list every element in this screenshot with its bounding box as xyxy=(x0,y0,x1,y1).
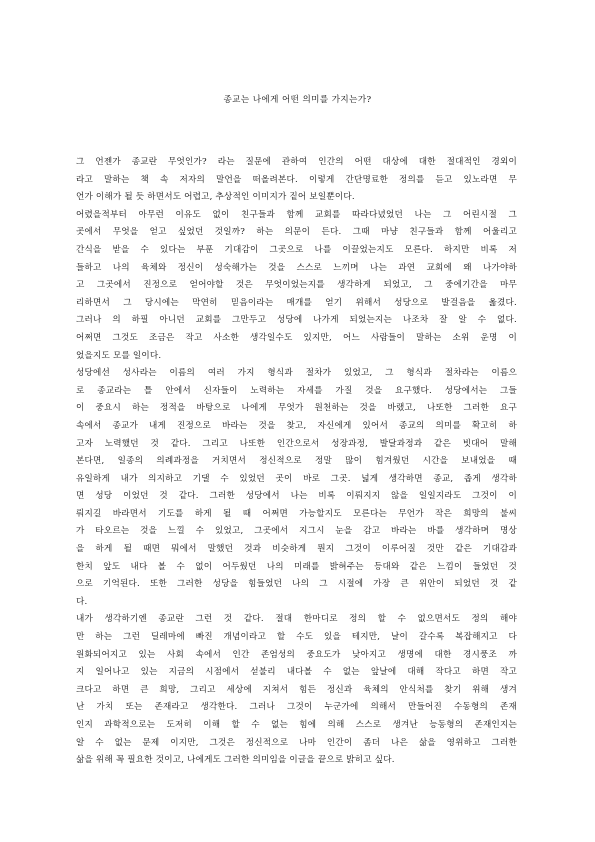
text-line: 뤄지길 바라면서 기도를 하게 될 때 어쩌면 가능할지도 모른다는 무언가 작은 희망의 불씨 xyxy=(76,508,517,519)
text-line: 들하고 나의 육체와 정신이 성숙해가는 것을 스스로 느끼며 나는 과연 교회에 왜 나가야하 xyxy=(76,262,517,273)
text-line: 간식을 받을 수 있다는 부푼 기대감이 그곳으로 나를 이끌었는지도 모른다. 하지만 비록 저 xyxy=(76,244,517,255)
text-line: 알 수 없는 문제 이지만, 그것은 정신적으로 나마 인간이 좀더 나은 삶을 영위하고 그러한 xyxy=(76,737,517,748)
text-line: 언가 이해가 될 듯 하면서도 어렵고, 추상적인 이미지가 짙어 보일뿐이다. xyxy=(76,192,355,203)
text-line: 가 타오르는 것을 느낄 수 있었고, 그곳에서 지그시 눈을 감고 바라는 바를 생각하며 명상 xyxy=(76,526,517,537)
text-line: 원화되어지고 있는 사회 속에서 인간 존엄성의 중요도가 낮아지고 생명에 대한 경시풍조 까 xyxy=(76,649,517,660)
paragraph-3 xyxy=(76,365,517,611)
paragraph-2 xyxy=(76,207,517,365)
text-line: 이 중요시 하는 정적을 바탕으로 나에게 무엇가 원천하는 것을 바랬고, 나또한 그러한 요구 xyxy=(76,403,517,414)
text-line: 고자 노력했던 것 같다. 그리고 나또한 인간으로서 성장과정, 발달과정과 같은 빗대어 말해 xyxy=(76,438,517,449)
text-line: 면 성당 이었던 것 같다. 그러한 성당에서 나는 비록 이뤄지지 않을 일일지라도 그것이 이 xyxy=(76,491,517,502)
text-line: 그 언젠가 종교란 무엇인가? 라는 질문에 관하여 인간의 어떤 대상에 대한 절대적인 경외이 xyxy=(76,157,517,167)
text-line: 삶을 위해 꼭 필요한 것이고, 나에게도 그러한 의미임을 이글을 끝으로 밝히고 싶다. xyxy=(76,755,395,766)
text-line: 라고 말하는 책 속 저자의 말언을 떠올려본다. 이렇게 간단명료한 정의를 듣고 있노라면 무 xyxy=(76,174,517,185)
text-line: 어쩌면 그것도 조금은 작고 사소한 생각일수도 있지만, 어느 사람들이 말하는 소위 운명 이 xyxy=(76,332,517,343)
text-line: 인지 과학적으로는 도저히 이해 할 수 없는 힘에 의해 스스로 생겨난 능동형의 존재인지는 xyxy=(76,720,517,730)
text-line: 한치 앞도 내다 볼 수 없이 어두웠던 나의 미래를 밝혀주는 등대와 같은 느낌이 들었던 것 xyxy=(76,561,517,572)
text-line: 곳에서 무엇을 얻고 싶었던 것일까? 하는 의문이 든다. 그때 마냥 친구들과 함께 어울리고 xyxy=(76,227,517,238)
paragraph-4 xyxy=(76,611,517,769)
paragraph-1 xyxy=(76,154,517,207)
text-line: 지 일어나고 있는 지금의 시점에서 섣불리 내다볼 수 없는 앞날에 대해 작다고 하면 작고 xyxy=(76,667,517,678)
document-body xyxy=(76,154,517,770)
text-line: 유일하게 내가 의지하고 기댈 수 있었던 곳이 바로 그곳. 넓게 생각하면 종교, 좁게 생각하 xyxy=(76,473,517,484)
text-line: 내가 생각하기엔 종교란 그런 것 같다. 절대 한마디로 정의 할 수 없으면서도 정의 해야 xyxy=(76,614,517,625)
document-title: 종교는 나에게 어떤 의미를 가지는가? xyxy=(223,95,372,105)
text-line: 고 그곳에서 진정으로 얻어야할 것은 무엇이었는지를 생각하게 되었고, 그 중에기간을 마무 xyxy=(76,280,517,291)
text-line: 난 가치 또는 존재라고 생각한다. 그러나 그것이 누군가에 의해서 만들어진 수동형의 존재 xyxy=(76,702,517,713)
text-line: 리하면서 그 당시에는 막연히 믿음이라는 매개를 얻기 위해서 성당으로 발걸음을 옮겼다. xyxy=(76,297,517,308)
text-line: 그러나 의 하필 아니던 교회를 그만두고 성당에 나가게 되었는지는 나조차 잘 알 수 없다. xyxy=(76,315,517,326)
text-line: 으로 기억된다. 또한 그러한 성당을 힘들었던 나의 그 시절에 가장 큰 위안이 되었던 것 같 xyxy=(76,579,517,590)
text-line: 속에서 종교가 내게 진정으로 바라는 것을 찾고, 자신에게 있어서 종교의 의미를 확고히 하 xyxy=(76,420,517,431)
text-line: 어렸을적부터 아무런 이유도 없이 친구들과 함께 교회를 따라다녔었던 나는 그 어린시절 그 xyxy=(76,209,517,220)
text-line: 크다고 하면 큰 희망, 그리고 세상에 지쳐서 힘든 정신과 육체의 안식처를 찾기 위해 생겨 xyxy=(76,684,517,695)
text-line: 을 하게 될 때면 뭐에서 말했던 것과 비슷하게 뭔지 그것이 이루어질 것만 같은 기대감과 xyxy=(76,544,517,555)
text-line: 로 종교라는 틀 안에서 신자들이 노력하는 자세를 가질 것을 요구했다. 성당에서는 그들 xyxy=(76,385,517,396)
text-line: 성당에선 성사라는 이름의 여러 가지 형식과 절차가 있었고, 그 형식과 절차라는 이름으 xyxy=(76,368,517,379)
text-line: 만 하는 그런 딜레마에 빠진 개념이라고 할 수도 있을 테지만, 날이 갈수록 복잡해지고 다 xyxy=(76,632,517,643)
text-line: 었을지도 모를 일이다. xyxy=(76,350,162,361)
text-line: 본다면, 일종의 의례과정을 거치면서 정신적으로 정말 많이 힘겨웠던 시간을 보내었을 때 xyxy=(76,456,517,467)
text-line: 다. xyxy=(76,596,88,607)
